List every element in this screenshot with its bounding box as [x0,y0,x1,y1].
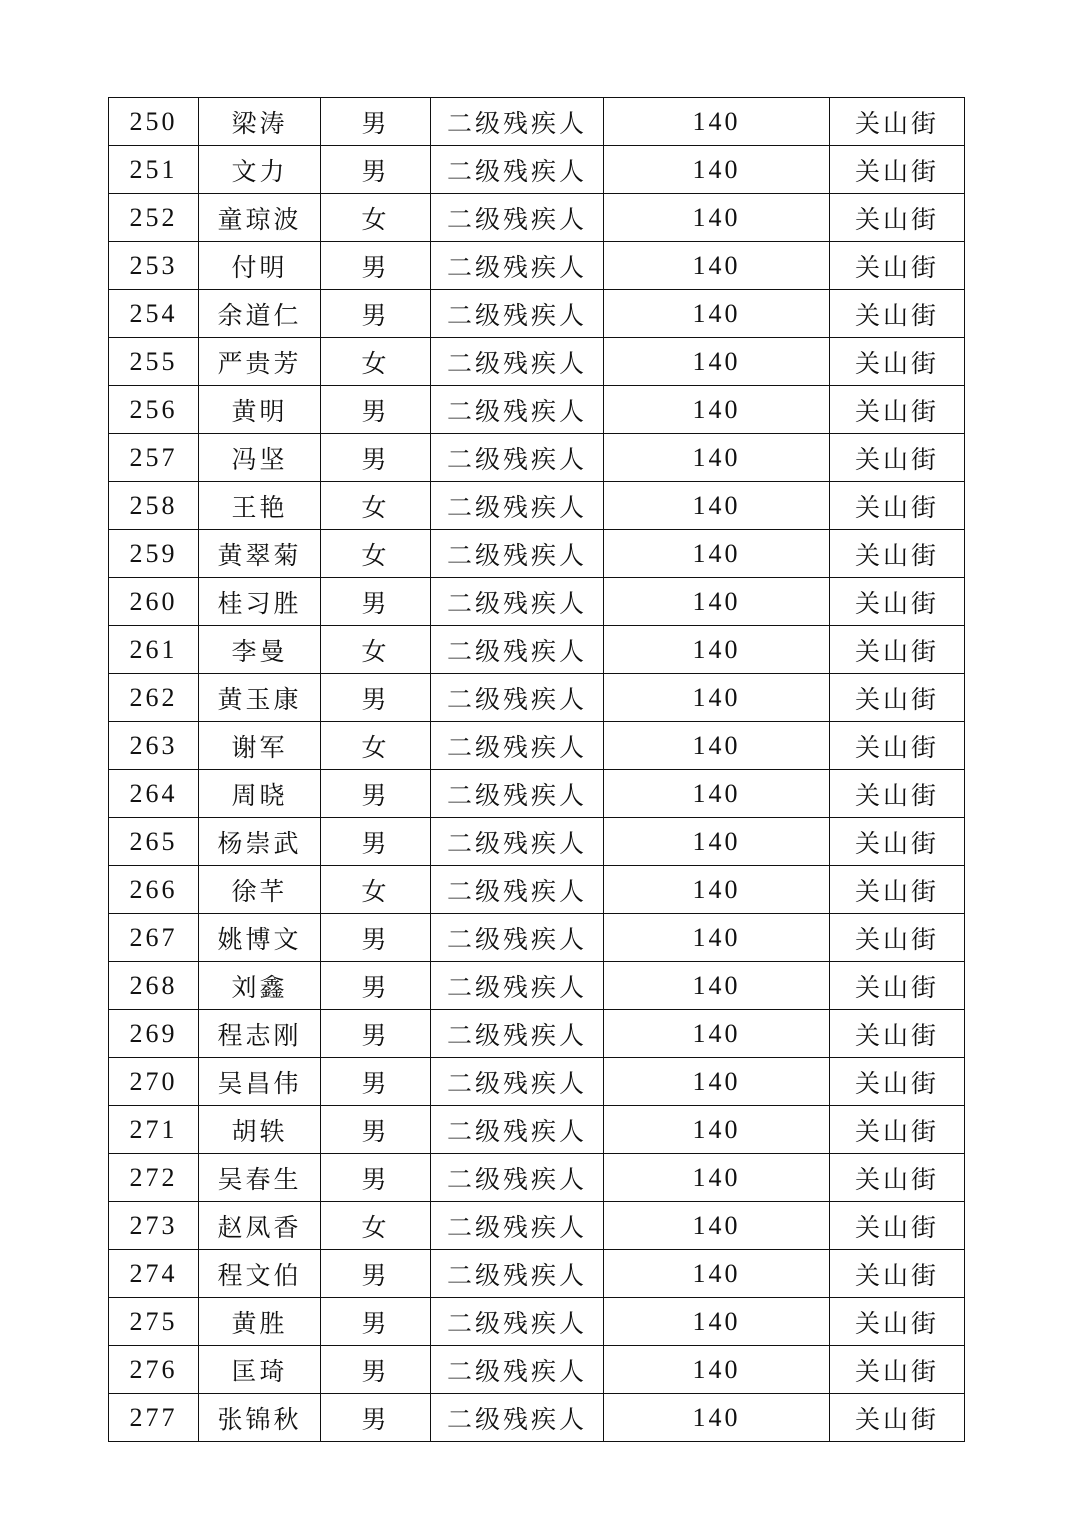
cell-category: 二级残疾人 [431,722,604,770]
cell-category: 二级残疾人 [431,1250,604,1298]
cell-street: 关山街 [830,290,965,338]
cell-amount: 140 [604,290,830,338]
cell-category: 二级残疾人 [431,1058,604,1106]
table-row [109,1346,965,1394]
cell-street: 关山街 [830,578,965,626]
cell-street: 关山街 [830,338,965,386]
cell-street: 关山街 [830,434,965,482]
cell-street: 关山街 [830,242,965,290]
cell-amount: 140 [604,578,830,626]
cell-category: 二级残疾人 [431,290,604,338]
cell-category: 二级残疾人 [431,98,604,146]
cell-amount: 140 [604,962,830,1010]
cell-number: 258 [109,482,199,530]
table-row [109,98,965,146]
cell-amount: 140 [604,146,830,194]
cell-number: 254 [109,290,199,338]
cell-amount: 140 [604,98,830,146]
cell-amount: 140 [604,194,830,242]
cell-number: 261 [109,626,199,674]
table-row [109,770,965,818]
cell-street: 关山街 [830,1058,965,1106]
cell-street: 关山街 [830,818,965,866]
cell-name: 严贵芳 [199,338,321,386]
table-row [109,818,965,866]
cell-amount: 140 [604,1394,830,1442]
table-row [109,1250,965,1298]
cell-gender: 女 [321,482,431,530]
cell-category: 二级残疾人 [431,1298,604,1346]
cell-amount: 140 [604,722,830,770]
cell-amount: 140 [604,818,830,866]
cell-category: 二级残疾人 [431,338,604,386]
cell-gender: 女 [321,722,431,770]
table-row [109,674,965,722]
cell-gender: 女 [321,1202,431,1250]
cell-name: 匡琦 [199,1346,321,1394]
cell-gender: 男 [321,290,431,338]
cell-street: 关山街 [830,1250,965,1298]
cell-amount: 140 [604,626,830,674]
cell-name: 胡轶 [199,1106,321,1154]
cell-street: 关山街 [830,1106,965,1154]
cell-number: 276 [109,1346,199,1394]
cell-gender: 女 [321,194,431,242]
cell-street: 关山街 [830,146,965,194]
cell-gender: 男 [321,1250,431,1298]
table-row [109,146,965,194]
table-row [109,866,965,914]
cell-gender: 男 [321,962,431,1010]
cell-gender: 男 [321,1394,431,1442]
cell-street: 关山街 [830,1346,965,1394]
table-row [109,338,965,386]
cell-gender: 女 [321,626,431,674]
cell-amount: 140 [604,482,830,530]
table-row [109,290,965,338]
cell-street: 关山街 [830,866,965,914]
cell-amount: 140 [604,530,830,578]
cell-gender: 男 [321,578,431,626]
cell-category: 二级残疾人 [431,914,604,962]
cell-name: 童琼波 [199,194,321,242]
cell-amount: 140 [604,1202,830,1250]
cell-amount: 140 [604,866,830,914]
cell-amount: 140 [604,1250,830,1298]
cell-number: 267 [109,914,199,962]
table-row [109,1394,965,1442]
cell-amount: 140 [604,1298,830,1346]
cell-name: 王艳 [199,482,321,530]
cell-number: 275 [109,1298,199,1346]
cell-street: 关山街 [830,626,965,674]
cell-name: 吴昌伟 [199,1058,321,1106]
cell-amount: 140 [604,674,830,722]
cell-category: 二级残疾人 [431,386,604,434]
cell-gender: 男 [321,1346,431,1394]
cell-street: 关山街 [830,98,965,146]
cell-number: 268 [109,962,199,1010]
cell-amount: 140 [604,242,830,290]
cell-category: 二级残疾人 [431,962,604,1010]
cell-amount: 140 [604,1106,830,1154]
cell-number: 255 [109,338,199,386]
cell-street: 关山街 [830,962,965,1010]
cell-gender: 男 [321,818,431,866]
cell-street: 关山街 [830,386,965,434]
cell-category: 二级残疾人 [431,818,604,866]
cell-number: 251 [109,146,199,194]
cell-category: 二级残疾人 [431,578,604,626]
table-row [109,1010,965,1058]
recipient-table-body [109,98,965,1442]
cell-street: 关山街 [830,1202,965,1250]
recipient-table [108,97,965,1442]
cell-street: 关山街 [830,722,965,770]
cell-number: 250 [109,98,199,146]
cell-name: 黄明 [199,386,321,434]
cell-name: 程志刚 [199,1010,321,1058]
cell-street: 关山街 [830,482,965,530]
cell-name: 程文伯 [199,1250,321,1298]
cell-number: 271 [109,1106,199,1154]
cell-gender: 男 [321,914,431,962]
cell-number: 256 [109,386,199,434]
cell-amount: 140 [604,434,830,482]
cell-category: 二级残疾人 [431,1346,604,1394]
cell-name: 赵凤香 [199,1202,321,1250]
cell-number: 272 [109,1154,199,1202]
table-row [109,1154,965,1202]
table-row [109,386,965,434]
cell-number: 257 [109,434,199,482]
cell-street: 关山街 [830,770,965,818]
cell-number: 253 [109,242,199,290]
cell-category: 二级残疾人 [431,626,604,674]
cell-number: 264 [109,770,199,818]
cell-name: 黄胜 [199,1298,321,1346]
cell-gender: 男 [321,434,431,482]
cell-name: 李曼 [199,626,321,674]
cell-gender: 男 [321,1058,431,1106]
cell-amount: 140 [604,1010,830,1058]
cell-gender: 女 [321,530,431,578]
cell-amount: 140 [604,386,830,434]
cell-gender: 男 [321,1298,431,1346]
table-row [109,1058,965,1106]
cell-category: 二级残疾人 [431,434,604,482]
cell-gender: 男 [321,146,431,194]
cell-number: 265 [109,818,199,866]
cell-name: 付明 [199,242,321,290]
cell-category: 二级残疾人 [431,770,604,818]
table-row [109,482,965,530]
cell-name: 谢军 [199,722,321,770]
cell-number: 277 [109,1394,199,1442]
cell-category: 二级残疾人 [431,1202,604,1250]
cell-category: 二级残疾人 [431,1154,604,1202]
table-row [109,1202,965,1250]
table-row [109,1106,965,1154]
cell-category: 二级残疾人 [431,866,604,914]
cell-street: 关山街 [830,1298,965,1346]
cell-name: 文力 [199,146,321,194]
cell-street: 关山街 [830,194,965,242]
table-row [109,962,965,1010]
cell-category: 二级残疾人 [431,482,604,530]
cell-number: 263 [109,722,199,770]
cell-category: 二级残疾人 [431,194,604,242]
cell-category: 二级残疾人 [431,1010,604,1058]
cell-gender: 男 [321,1010,431,1058]
cell-name: 冯坚 [199,434,321,482]
cell-amount: 140 [604,770,830,818]
cell-category: 二级残疾人 [431,530,604,578]
cell-number: 269 [109,1010,199,1058]
cell-name: 梁涛 [199,98,321,146]
cell-street: 关山街 [830,530,965,578]
cell-amount: 140 [604,914,830,962]
table-row [109,194,965,242]
cell-name: 余道仁 [199,290,321,338]
cell-name: 徐芊 [199,866,321,914]
cell-name: 桂习胜 [199,578,321,626]
cell-number: 260 [109,578,199,626]
cell-number: 273 [109,1202,199,1250]
cell-number: 270 [109,1058,199,1106]
cell-gender: 男 [321,1106,431,1154]
cell-street: 关山街 [830,1010,965,1058]
cell-name: 周晓 [199,770,321,818]
cell-name: 吴春生 [199,1154,321,1202]
cell-name: 黄翠菊 [199,530,321,578]
cell-amount: 140 [604,338,830,386]
table-row [109,626,965,674]
cell-number: 262 [109,674,199,722]
cell-number: 266 [109,866,199,914]
table-row [109,914,965,962]
cell-amount: 140 [604,1058,830,1106]
cell-name: 杨崇武 [199,818,321,866]
cell-name: 刘鑫 [199,962,321,1010]
cell-gender: 女 [321,866,431,914]
cell-category: 二级残疾人 [431,242,604,290]
cell-category: 二级残疾人 [431,674,604,722]
cell-gender: 男 [321,1154,431,1202]
table-row [109,242,965,290]
cell-number: 252 [109,194,199,242]
cell-gender: 女 [321,338,431,386]
cell-name: 黄玉康 [199,674,321,722]
cell-name: 张锦秋 [199,1394,321,1442]
table-row [109,434,965,482]
cell-number: 274 [109,1250,199,1298]
cell-street: 关山街 [830,674,965,722]
cell-gender: 男 [321,770,431,818]
cell-gender: 男 [321,386,431,434]
cell-amount: 140 [604,1154,830,1202]
cell-street: 关山街 [830,1394,965,1442]
cell-street: 关山街 [830,914,965,962]
cell-number: 259 [109,530,199,578]
table-row [109,578,965,626]
cell-street: 关山街 [830,1154,965,1202]
cell-gender: 男 [321,242,431,290]
cell-gender: 男 [321,98,431,146]
cell-gender: 男 [321,674,431,722]
cell-category: 二级残疾人 [431,1106,604,1154]
table-row [109,530,965,578]
cell-category: 二级残疾人 [431,146,604,194]
cell-category: 二级残疾人 [431,1394,604,1442]
table-row [109,722,965,770]
table-row [109,1298,965,1346]
cell-name: 姚博文 [199,914,321,962]
cell-amount: 140 [604,1346,830,1394]
